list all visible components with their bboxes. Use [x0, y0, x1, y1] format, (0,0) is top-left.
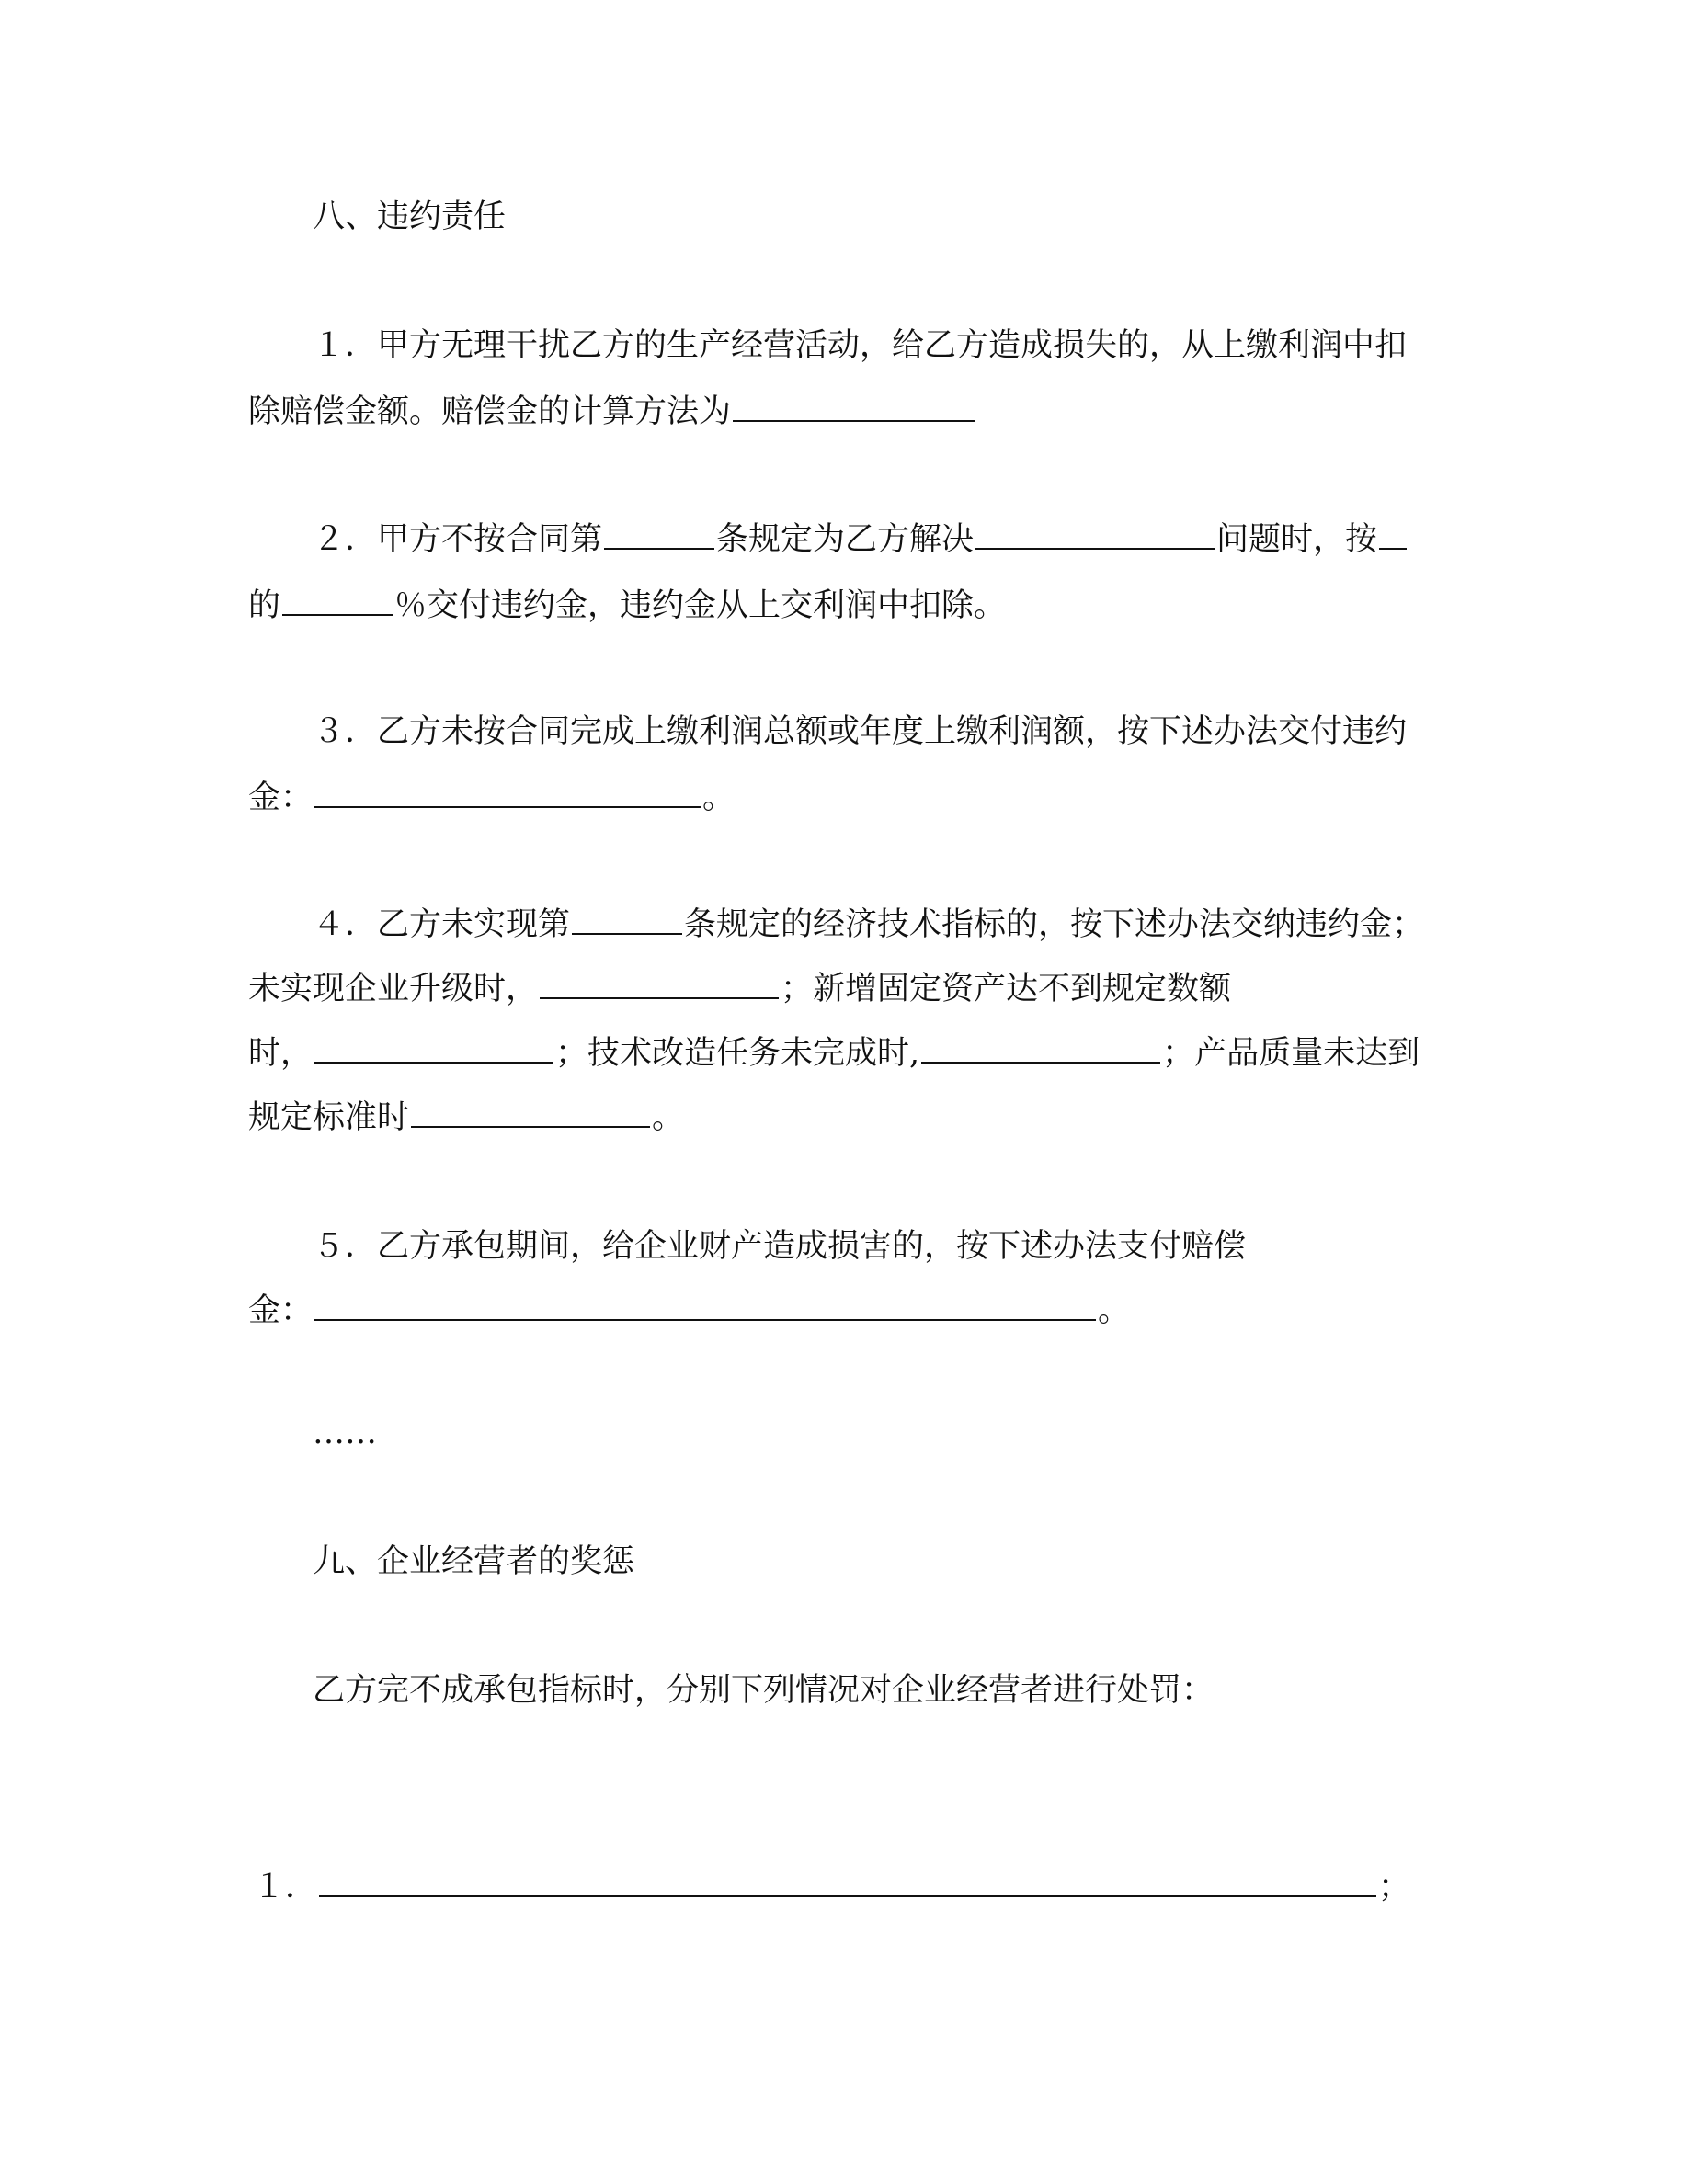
- clause-3-line-1: ３．乙方未按合同完成上缴利润总额或年度上缴利润额，按下述办法交付违约: [313, 713, 1408, 750]
- clause-5-line-2: [248, 1290, 1130, 1332]
- clause-4-text-i: 。: [652, 1099, 685, 1136]
- rewards-item-1: [253, 1866, 1410, 1908]
- clause-4-line-3: [248, 1032, 1420, 1075]
- blank-field[interactable]: [411, 1098, 650, 1128]
- clause-1-line-2: [248, 391, 977, 433]
- clause-3-text-a: 金：: [248, 779, 314, 816]
- clause-4-text-d: ；新增固定资产达不到规定数额: [781, 971, 1232, 1007]
- blank-field[interactable]: [314, 1291, 1096, 1321]
- clause-4-text-a: ４．乙方未实现第: [313, 906, 571, 943]
- clause-4-text-c: 未实现企业升级时，: [248, 971, 539, 1007]
- clause-3-text-b: 。: [702, 779, 736, 816]
- ellipsis: ……: [313, 1415, 377, 1451]
- rewards-item-1-label: １．: [253, 1869, 318, 1905]
- blank-field[interactable]: [733, 392, 975, 422]
- clause-4-text-g: ；产品质量未达到: [1162, 1035, 1420, 1072]
- section-heading-breach: 八、违约责任: [313, 199, 507, 235]
- clause-4-text-b: 条规定的经济技术指标的，按下述办法交纳违约金；: [684, 906, 1425, 943]
- clause-1-line-1: １．甲方无理干扰乙方的生产经营活动，给乙方造成损失的，从上缴利润中扣: [313, 327, 1408, 364]
- blank-field[interactable]: [1379, 520, 1407, 550]
- blank-field[interactable]: [975, 520, 1215, 550]
- clause-2-text-d: 的: [248, 587, 281, 624]
- blank-field[interactable]: [540, 970, 779, 999]
- blank-field[interactable]: [314, 779, 701, 808]
- clause-1-text: 除赔偿金额。赔偿金的计算方法为: [248, 393, 732, 430]
- clause-2-text-a: ２．甲方不按合同第: [313, 521, 603, 558]
- rewards-intro: 乙方完不成承包指标时，分别下列情况对企业经营者进行处罚：: [313, 1672, 1215, 1709]
- clause-4-text-h: 规定标准时: [248, 1099, 410, 1136]
- clause-2-text-c: 问题时，按: [1216, 521, 1378, 558]
- clause-4-line-1: [313, 904, 1424, 946]
- clause-4-line-4: [248, 1097, 684, 1139]
- clause-4-text-f: ；技术改造任务未完成时,: [555, 1035, 920, 1072]
- blank-field[interactable]: [282, 586, 393, 616]
- clause-5-text-b: 。: [1098, 1292, 1131, 1329]
- clause-2-text-e: ％交付违约金，违约金从上交利润中扣除。: [394, 587, 1007, 624]
- clause-4-text-e: 时，: [248, 1035, 314, 1072]
- clause-2-line-1: [313, 518, 1409, 561]
- rewards-item-1-end: ；: [1378, 1869, 1411, 1905]
- clause-2-line-2: [248, 585, 1006, 627]
- clause-3-line-2: [248, 777, 735, 819]
- blank-field[interactable]: [319, 1868, 1376, 1897]
- blank-field[interactable]: [921, 1034, 1160, 1064]
- clause-5-text-a: 金：: [248, 1292, 314, 1329]
- clause-2-text-b: 条规定为乙方解决: [716, 521, 975, 558]
- section-heading-rewards: 九、企业经营者的奖惩: [313, 1543, 635, 1580]
- clause-5-line-1: ５．乙方承包期间，给企业财产造成损害的，按下述办法支付赔偿: [313, 1228, 1247, 1265]
- blank-field[interactable]: [572, 905, 682, 935]
- blank-field[interactable]: [314, 1034, 553, 1064]
- blank-field[interactable]: [604, 520, 714, 550]
- clause-4-line-2: [248, 968, 1231, 1010]
